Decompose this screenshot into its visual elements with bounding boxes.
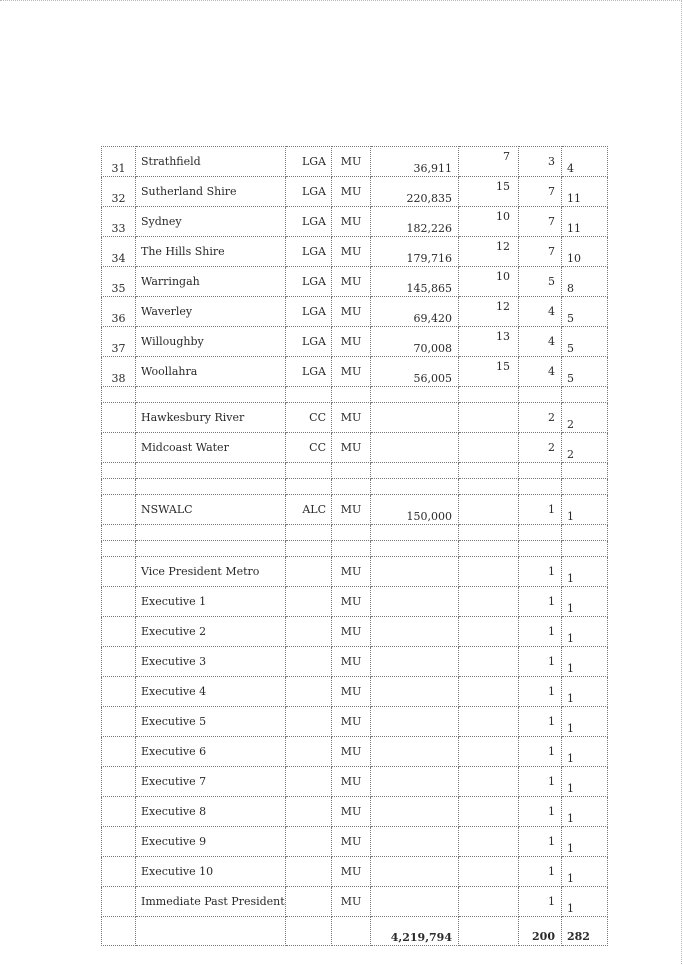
member-name: Willoughby bbox=[136, 327, 286, 357]
total-member-name bbox=[136, 917, 286, 946]
col-b-value: 2 bbox=[519, 433, 562, 463]
membership-class: MU bbox=[332, 707, 371, 737]
col-c-value: 5 bbox=[562, 297, 608, 327]
population: 145,865 bbox=[371, 267, 459, 297]
col-a-value bbox=[459, 495, 519, 525]
col-a-value bbox=[459, 827, 519, 857]
membership-class: MU bbox=[332, 587, 371, 617]
total-row bbox=[102, 917, 608, 946]
member-name: The Hills Shire bbox=[136, 237, 286, 267]
col-b-value: 7 bbox=[519, 207, 562, 237]
population bbox=[371, 857, 459, 887]
population bbox=[371, 677, 459, 707]
member-name: Executive 10 bbox=[136, 857, 286, 887]
spacer-row bbox=[102, 463, 608, 479]
spacer-row bbox=[102, 525, 608, 541]
col-a-value bbox=[459, 707, 519, 737]
empty-cell bbox=[371, 387, 459, 403]
delegates-table bbox=[101, 146, 608, 946]
empty-cell bbox=[286, 525, 332, 541]
member-name: Vice President Metro bbox=[136, 557, 286, 587]
empty-cell bbox=[136, 387, 286, 403]
empty-cell bbox=[136, 463, 286, 479]
population bbox=[371, 433, 459, 463]
row-number: 32 bbox=[102, 177, 136, 207]
col-a-value bbox=[459, 887, 519, 917]
table-row bbox=[102, 887, 608, 917]
member-type bbox=[286, 647, 332, 677]
col-b-value: 1 bbox=[519, 587, 562, 617]
empty-cell bbox=[332, 387, 371, 403]
membership-class: MU bbox=[332, 237, 371, 267]
col-b-value: 1 bbox=[519, 887, 562, 917]
member-type bbox=[286, 617, 332, 647]
population: 56,005 bbox=[371, 357, 459, 387]
empty-cell bbox=[102, 541, 136, 557]
col-c-value: 1 bbox=[562, 797, 608, 827]
empty-cell bbox=[136, 525, 286, 541]
membership-class: MU bbox=[332, 297, 371, 327]
member-type: LGA bbox=[286, 267, 332, 297]
row-number bbox=[102, 587, 136, 617]
table-row bbox=[102, 147, 608, 177]
empty-cell bbox=[102, 525, 136, 541]
col-b-value: 7 bbox=[519, 177, 562, 207]
col-c-value: 11 bbox=[562, 177, 608, 207]
empty-cell bbox=[519, 525, 562, 541]
population: 182,226 bbox=[371, 207, 459, 237]
col-a-value: 10 bbox=[459, 207, 519, 237]
membership-class: MU bbox=[332, 617, 371, 647]
membership-class: MU bbox=[332, 887, 371, 917]
col-a-value bbox=[459, 677, 519, 707]
total-membership-class bbox=[332, 917, 371, 946]
col-a-value: 15 bbox=[459, 177, 519, 207]
col-c-value: 10 bbox=[562, 237, 608, 267]
empty-cell bbox=[519, 479, 562, 495]
empty-cell bbox=[102, 463, 136, 479]
membership-class: MU bbox=[332, 147, 371, 177]
member-name: Midcoast Water bbox=[136, 433, 286, 463]
col-a-value: 10 bbox=[459, 267, 519, 297]
empty-cell bbox=[332, 479, 371, 495]
member-type: CC bbox=[286, 433, 332, 463]
member-name: Executive 8 bbox=[136, 797, 286, 827]
col-c-value: 1 bbox=[562, 587, 608, 617]
col-c-value: 1 bbox=[562, 557, 608, 587]
col-a-value bbox=[459, 647, 519, 677]
total-col-b-value: 200 bbox=[519, 917, 562, 946]
membership-class: MU bbox=[332, 647, 371, 677]
row-number bbox=[102, 797, 136, 827]
row-number: 33 bbox=[102, 207, 136, 237]
col-a-value bbox=[459, 767, 519, 797]
membership-class: MU bbox=[332, 177, 371, 207]
member-type bbox=[286, 857, 332, 887]
col-b-value: 1 bbox=[519, 827, 562, 857]
col-b-value: 2 bbox=[519, 403, 562, 433]
member-name: Executive 1 bbox=[136, 587, 286, 617]
col-a-value bbox=[459, 433, 519, 463]
empty-cell bbox=[371, 463, 459, 479]
membership-class: MU bbox=[332, 797, 371, 827]
empty-cell bbox=[286, 479, 332, 495]
col-b-value: 1 bbox=[519, 707, 562, 737]
empty-cell bbox=[459, 525, 519, 541]
table-row bbox=[102, 617, 608, 647]
row-number bbox=[102, 827, 136, 857]
population bbox=[371, 403, 459, 433]
total-population: 4,219,794 bbox=[371, 917, 459, 946]
col-c-value: 5 bbox=[562, 327, 608, 357]
empty-cell bbox=[371, 525, 459, 541]
population: 69,420 bbox=[371, 297, 459, 327]
empty-cell bbox=[562, 541, 608, 557]
row-number: 36 bbox=[102, 297, 136, 327]
empty-cell bbox=[136, 541, 286, 557]
col-b-value: 1 bbox=[519, 797, 562, 827]
empty-cell bbox=[459, 463, 519, 479]
member-name: Hawkesbury River bbox=[136, 403, 286, 433]
member-type: LGA bbox=[286, 357, 332, 387]
member-name: Woollahra bbox=[136, 357, 286, 387]
total-col-c-value: 282 bbox=[562, 917, 608, 946]
membership-class: MU bbox=[332, 495, 371, 525]
member-type bbox=[286, 587, 332, 617]
member-type: LGA bbox=[286, 237, 332, 267]
membership-class: MU bbox=[332, 357, 371, 387]
col-a-value bbox=[459, 617, 519, 647]
col-c-value: 11 bbox=[562, 207, 608, 237]
col-b-value: 1 bbox=[519, 677, 562, 707]
population: 179,716 bbox=[371, 237, 459, 267]
table-row bbox=[102, 237, 608, 267]
member-name: Sydney bbox=[136, 207, 286, 237]
membership-class: MU bbox=[332, 433, 371, 463]
col-a-value bbox=[459, 403, 519, 433]
col-c-value: 1 bbox=[562, 887, 608, 917]
col-b-value: 1 bbox=[519, 617, 562, 647]
col-c-value: 1 bbox=[562, 767, 608, 797]
membership-class: MU bbox=[332, 403, 371, 433]
col-c-value: 5 bbox=[562, 357, 608, 387]
table-row bbox=[102, 297, 608, 327]
empty-cell bbox=[332, 525, 371, 541]
col-c-value: 8 bbox=[562, 267, 608, 297]
table-row bbox=[102, 267, 608, 297]
row-number bbox=[102, 857, 136, 887]
membership-class: MU bbox=[332, 677, 371, 707]
col-b-value: 7 bbox=[519, 237, 562, 267]
col-c-value: 4 bbox=[562, 147, 608, 177]
col-a-value bbox=[459, 737, 519, 767]
col-b-value: 1 bbox=[519, 737, 562, 767]
member-type: LGA bbox=[286, 147, 332, 177]
row-number: 34 bbox=[102, 237, 136, 267]
col-a-value: 12 bbox=[459, 237, 519, 267]
col-b-value: 5 bbox=[519, 267, 562, 297]
member-type: LGA bbox=[286, 207, 332, 237]
table-row bbox=[102, 357, 608, 387]
population bbox=[371, 887, 459, 917]
empty-cell bbox=[332, 463, 371, 479]
col-c-value: 1 bbox=[562, 647, 608, 677]
empty-cell bbox=[562, 479, 608, 495]
member-name: Immediate Past President bbox=[136, 887, 286, 917]
membership-class: MU bbox=[332, 857, 371, 887]
col-a-value bbox=[459, 857, 519, 887]
col-b-value: 1 bbox=[519, 557, 562, 587]
total-member-type bbox=[286, 917, 332, 946]
empty-cell bbox=[459, 541, 519, 557]
col-b-value: 1 bbox=[519, 647, 562, 677]
member-name: Executive 4 bbox=[136, 677, 286, 707]
col-c-value: 2 bbox=[562, 433, 608, 463]
empty-cell bbox=[459, 387, 519, 403]
member-name: Executive 7 bbox=[136, 767, 286, 797]
population bbox=[371, 557, 459, 587]
member-name: Strathfield bbox=[136, 147, 286, 177]
spacer-row bbox=[102, 541, 608, 557]
table-row bbox=[102, 737, 608, 767]
member-type bbox=[286, 887, 332, 917]
member-name: Executive 2 bbox=[136, 617, 286, 647]
row-number bbox=[102, 677, 136, 707]
row-number bbox=[102, 617, 136, 647]
membership-class: MU bbox=[332, 827, 371, 857]
table-row bbox=[102, 647, 608, 677]
table-row bbox=[102, 587, 608, 617]
spacer-row bbox=[102, 479, 608, 495]
col-c-value: 2 bbox=[562, 403, 608, 433]
membership-class: MU bbox=[332, 207, 371, 237]
total-row-number bbox=[102, 917, 136, 946]
col-b-value: 1 bbox=[519, 495, 562, 525]
col-c-value: 1 bbox=[562, 737, 608, 767]
col-c-value: 1 bbox=[562, 707, 608, 737]
empty-cell bbox=[286, 541, 332, 557]
table-row bbox=[102, 677, 608, 707]
membership-class: MU bbox=[332, 327, 371, 357]
spacer-row bbox=[102, 387, 608, 403]
col-b-value: 4 bbox=[519, 297, 562, 327]
empty-cell bbox=[371, 479, 459, 495]
member-name: Executive 3 bbox=[136, 647, 286, 677]
population bbox=[371, 647, 459, 677]
col-a-value: 7 bbox=[459, 147, 519, 177]
member-type bbox=[286, 767, 332, 797]
empty-cell bbox=[562, 463, 608, 479]
member-type bbox=[286, 677, 332, 707]
member-type bbox=[286, 707, 332, 737]
row-number bbox=[102, 767, 136, 797]
col-a-value bbox=[459, 587, 519, 617]
row-number bbox=[102, 887, 136, 917]
col-c-value: 1 bbox=[562, 677, 608, 707]
col-b-value: 1 bbox=[519, 857, 562, 887]
population bbox=[371, 827, 459, 857]
member-type: ALC bbox=[286, 495, 332, 525]
col-c-value: 1 bbox=[562, 617, 608, 647]
table-row bbox=[102, 827, 608, 857]
population: 70,008 bbox=[371, 327, 459, 357]
col-c-value: 1 bbox=[562, 827, 608, 857]
member-type bbox=[286, 737, 332, 767]
member-type bbox=[286, 797, 332, 827]
empty-cell bbox=[562, 525, 608, 541]
col-b-value: 4 bbox=[519, 327, 562, 357]
col-b-value: 1 bbox=[519, 767, 562, 797]
empty-cell bbox=[371, 541, 459, 557]
membership-class: MU bbox=[332, 557, 371, 587]
empty-cell bbox=[286, 387, 332, 403]
col-b-value: 3 bbox=[519, 147, 562, 177]
member-name: Executive 9 bbox=[136, 827, 286, 857]
row-number bbox=[102, 403, 136, 433]
empty-cell bbox=[519, 541, 562, 557]
membership-class: MU bbox=[332, 267, 371, 297]
col-a-value: 13 bbox=[459, 327, 519, 357]
table-body bbox=[102, 147, 608, 946]
row-number: 38 bbox=[102, 357, 136, 387]
table-row bbox=[102, 177, 608, 207]
member-name: Sutherland Shire bbox=[136, 177, 286, 207]
row-number bbox=[102, 647, 136, 677]
table-row bbox=[102, 857, 608, 887]
member-name: Executive 5 bbox=[136, 707, 286, 737]
row-number bbox=[102, 433, 136, 463]
population: 36,911 bbox=[371, 147, 459, 177]
col-c-value: 1 bbox=[562, 495, 608, 525]
col-b-value: 4 bbox=[519, 357, 562, 387]
table-row bbox=[102, 327, 608, 357]
table-row bbox=[102, 797, 608, 827]
membership-class: MU bbox=[332, 767, 371, 797]
member-name: Waverley bbox=[136, 297, 286, 327]
member-name: NSWALC bbox=[136, 495, 286, 525]
row-number bbox=[102, 557, 136, 587]
membership-class: MU bbox=[332, 737, 371, 767]
col-a-value bbox=[459, 557, 519, 587]
population bbox=[371, 797, 459, 827]
col-a-value bbox=[459, 797, 519, 827]
table-row bbox=[102, 403, 608, 433]
empty-cell bbox=[459, 479, 519, 495]
member-type: LGA bbox=[286, 297, 332, 327]
member-type: CC bbox=[286, 403, 332, 433]
empty-cell bbox=[332, 541, 371, 557]
member-type bbox=[286, 557, 332, 587]
population: 150,000 bbox=[371, 495, 459, 525]
col-c-value: 1 bbox=[562, 857, 608, 887]
empty-cell bbox=[519, 463, 562, 479]
row-number bbox=[102, 495, 136, 525]
table-row bbox=[102, 767, 608, 797]
empty-cell bbox=[519, 387, 562, 403]
population: 220,835 bbox=[371, 177, 459, 207]
member-type: LGA bbox=[286, 177, 332, 207]
population bbox=[371, 617, 459, 647]
table-row bbox=[102, 557, 608, 587]
table-row bbox=[102, 495, 608, 525]
table-row bbox=[102, 433, 608, 463]
empty-cell bbox=[286, 463, 332, 479]
population bbox=[371, 707, 459, 737]
population bbox=[371, 587, 459, 617]
population bbox=[371, 767, 459, 797]
empty-cell bbox=[136, 479, 286, 495]
col-a-value: 12 bbox=[459, 297, 519, 327]
empty-cell bbox=[102, 479, 136, 495]
table-row bbox=[102, 207, 608, 237]
empty-cell bbox=[562, 387, 608, 403]
population bbox=[371, 737, 459, 767]
col-a-value: 15 bbox=[459, 357, 519, 387]
row-number: 35 bbox=[102, 267, 136, 297]
total-col-a-value bbox=[459, 917, 519, 946]
member-type bbox=[286, 827, 332, 857]
member-name: Executive 6 bbox=[136, 737, 286, 767]
member-name: Warringah bbox=[136, 267, 286, 297]
row-number bbox=[102, 737, 136, 767]
row-number: 31 bbox=[102, 147, 136, 177]
member-type: LGA bbox=[286, 327, 332, 357]
row-number: 37 bbox=[102, 327, 136, 357]
table-row bbox=[102, 707, 608, 737]
row-number bbox=[102, 707, 136, 737]
empty-cell bbox=[102, 387, 136, 403]
